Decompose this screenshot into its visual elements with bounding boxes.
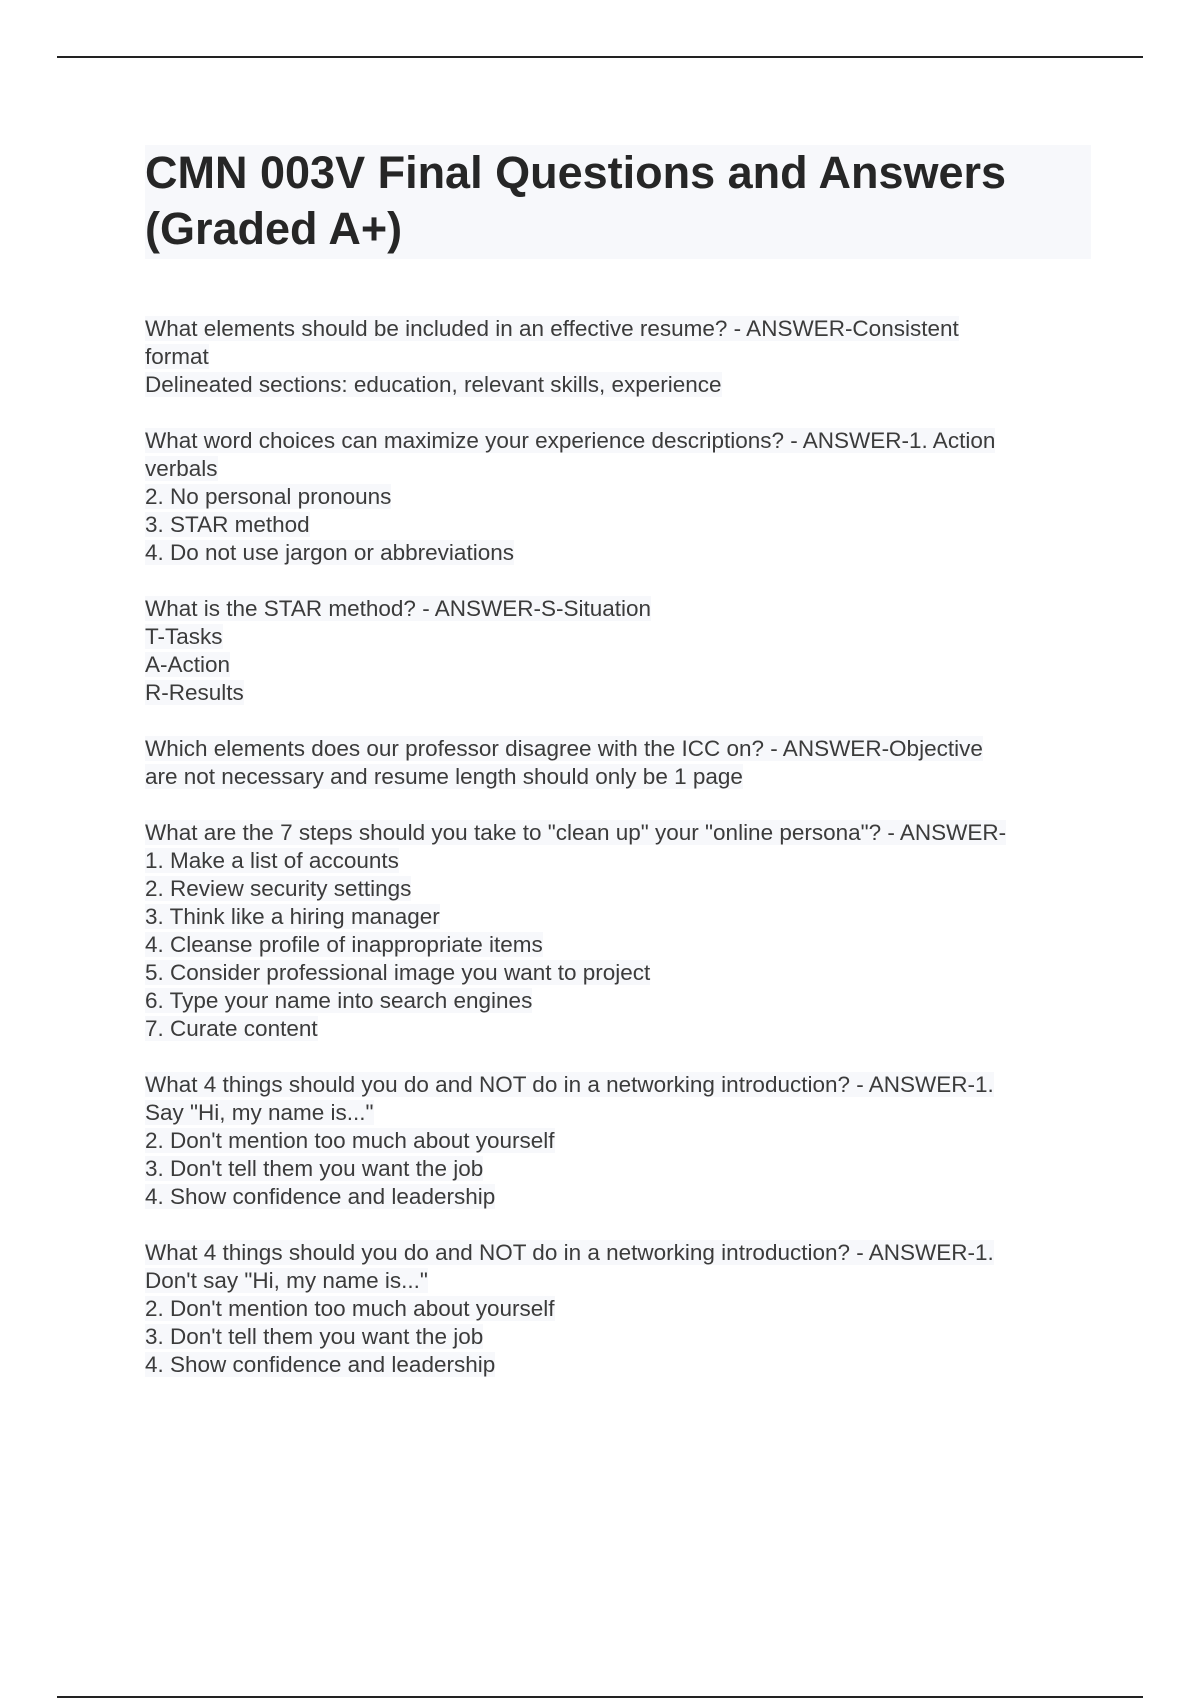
qa-line: 5. Consider professional image you want to project <box>145 960 651 985</box>
qa-line: 1. Make a list of accounts <box>145 848 399 873</box>
document-title <box>145 145 1091 257</box>
qa-line: 3. Think like a hiring manager <box>145 904 440 929</box>
qa-line: What are the 7 steps should you take to "clean up" your "online persona"? - ANSWER- <box>145 820 1007 845</box>
qa-line: 4. Do not use jargon or abbreviations <box>145 540 514 565</box>
qa-line: 6. Type your name into search engines <box>145 988 533 1013</box>
qa-line: R-Results <box>145 680 244 705</box>
qa-line: 3. Don't tell them you want the job <box>145 1156 484 1181</box>
qa-item <box>145 1239 1091 1379</box>
qa-item <box>145 315 1091 399</box>
qa-line: What elements should be included in an effective resume? - ANSWER-Consistent <box>145 316 959 341</box>
qa-line: format <box>145 344 209 369</box>
qa-line: 3. Don't tell them you want the job <box>145 1324 484 1349</box>
qa-line: 7. Curate content <box>145 1016 318 1041</box>
qa-list <box>145 315 1091 1379</box>
qa-item <box>145 1071 1091 1211</box>
qa-line: What word choices can maximize your experience descriptions? - ANSWER-1. Action <box>145 428 996 453</box>
qa-line: Delineated sections: education, relevant skills, experience <box>145 372 722 397</box>
qa-line: Say "Hi, my name is..." <box>145 1100 374 1125</box>
footer-rule <box>57 1696 1143 1698</box>
qa-line: 2. Don't mention too much about yourself <box>145 1128 555 1153</box>
qa-line: 4. Show confidence and leadership <box>145 1352 496 1377</box>
qa-line: are not necessary and resume length should only be 1 page <box>145 764 743 789</box>
title-line: (Graded A+) <box>145 203 403 254</box>
qa-line: 2. No personal pronouns <box>145 484 392 509</box>
qa-line: Which elements does our professor disagree with the ICC on? - ANSWER-Objective <box>145 736 983 761</box>
qa-line: What is the STAR method? - ANSWER-S-Situation <box>145 596 652 621</box>
qa-line: T-Tasks <box>145 624 223 649</box>
qa-line: A-Action <box>145 652 231 677</box>
qa-item <box>145 595 1091 707</box>
qa-line: 4. Cleanse profile of inappropriate items <box>145 932 543 957</box>
qa-line: verbals <box>145 456 218 481</box>
qa-line: 3. STAR method <box>145 512 310 537</box>
title-line: CMN 003V Final Questions and Answers <box>145 147 1007 198</box>
qa-line: 2. Don't mention too much about yourself <box>145 1296 555 1321</box>
qa-line: What 4 things should you do and NOT do in a networking introduction? - ANSWER-1. <box>145 1240 994 1265</box>
qa-line: What 4 things should you do and NOT do in a networking introduction? - ANSWER-1. <box>145 1072 994 1097</box>
qa-item <box>145 735 1091 791</box>
document-body <box>145 145 1091 1407</box>
header-rule <box>57 56 1143 58</box>
qa-line: Don't say "Hi, my name is..." <box>145 1268 428 1293</box>
qa-line: 2. Review security settings <box>145 876 412 901</box>
title-block <box>145 145 1091 259</box>
qa-item <box>145 427 1091 567</box>
qa-line: 4. Show confidence and leadership <box>145 1184 496 1209</box>
qa-item <box>145 819 1091 1043</box>
